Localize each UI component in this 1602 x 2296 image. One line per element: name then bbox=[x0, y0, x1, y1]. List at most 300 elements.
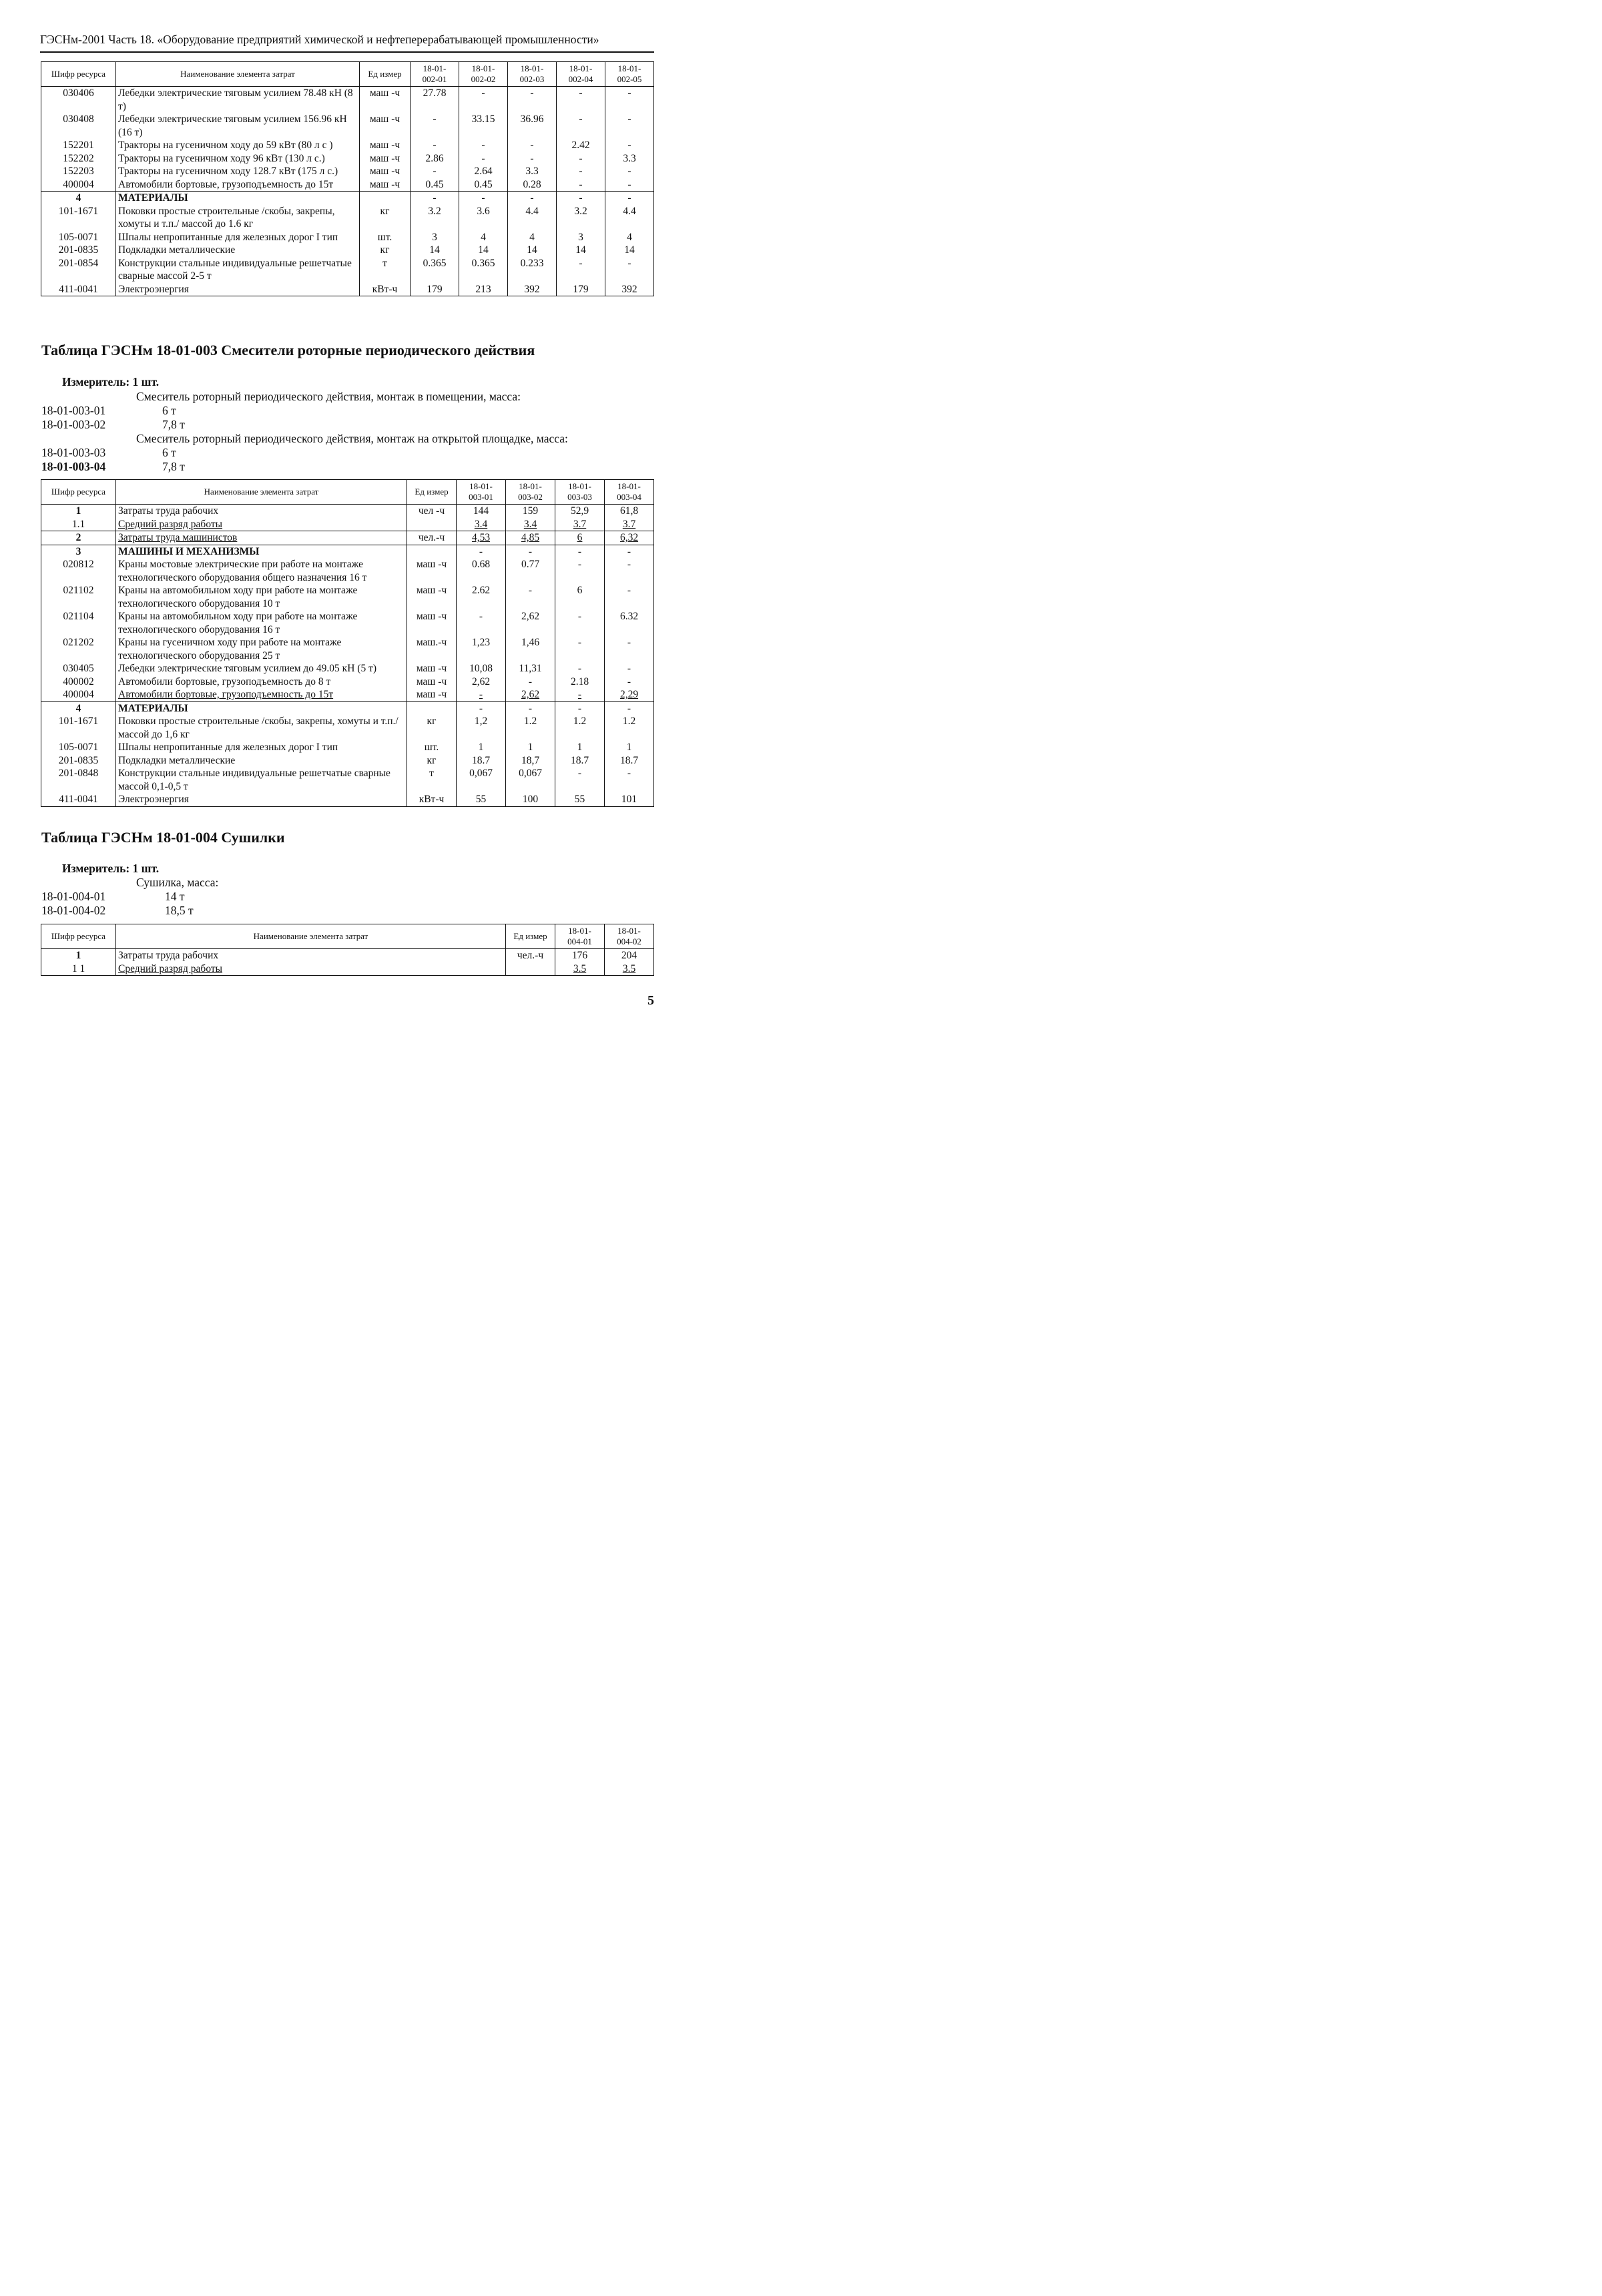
cost-element-name: Краны на гусеничном ходу при работе на монтаже технологического оборудования 25 т bbox=[116, 636, 407, 662]
column-header-variant bbox=[457, 480, 506, 505]
norm-value: 2,29 bbox=[605, 688, 654, 701]
norm-value: 2.86 bbox=[411, 152, 459, 166]
column-header-unit: Ед измер bbox=[407, 480, 457, 505]
norm-value: 176 bbox=[555, 949, 605, 962]
norm-value: - bbox=[555, 636, 605, 662]
resource-code: 1 bbox=[41, 949, 116, 962]
table-18-01-003 bbox=[41, 479, 654, 807]
column-header-variant bbox=[555, 480, 605, 505]
norm-value: 10,08 bbox=[457, 662, 506, 675]
norm-value: 6,32 bbox=[605, 531, 654, 545]
table-row bbox=[41, 165, 654, 178]
resource-code: 1 1 bbox=[41, 962, 116, 976]
norm-value: 100 bbox=[506, 793, 555, 806]
norm-value: 1,23 bbox=[457, 636, 506, 662]
table-row bbox=[41, 257, 654, 283]
table-row bbox=[41, 231, 654, 244]
norm-value: - bbox=[605, 257, 654, 283]
cost-element-name: МАТЕРИАЛЫ bbox=[116, 192, 360, 205]
column-header-line: 18-01- bbox=[519, 481, 542, 491]
item-mass: 7,8 т bbox=[162, 418, 185, 431]
norm-value: 392 bbox=[605, 283, 654, 296]
cost-element-name: Затраты труда машинистов bbox=[116, 531, 407, 545]
resource-code: 2 bbox=[41, 531, 116, 545]
table-row bbox=[41, 675, 654, 689]
norm-value: 3 bbox=[411, 231, 459, 244]
column-header-line: 003-03 bbox=[567, 492, 592, 502]
column-header-line: 003-01 bbox=[469, 492, 493, 502]
table-row bbox=[41, 205, 654, 231]
norm-value: 2.18 bbox=[555, 675, 605, 689]
column-header-code: Шифр ресурса bbox=[41, 924, 116, 949]
table-18-01-004 bbox=[41, 924, 654, 976]
norm-value: 0,067 bbox=[506, 767, 555, 793]
column-header-line: 18-01- bbox=[469, 481, 493, 491]
cost-element-name: Средний разряд работы bbox=[116, 518, 407, 531]
norm-value: 3.3 bbox=[605, 152, 654, 166]
resource-code: 411-0041 bbox=[41, 793, 116, 806]
table-row bbox=[41, 701, 654, 715]
norm-value: 4,53 bbox=[457, 531, 506, 545]
norm-value: - bbox=[508, 87, 557, 113]
norm-value: 1 bbox=[555, 741, 605, 754]
norm-value: 0.233 bbox=[508, 257, 557, 283]
norm-value: 204 bbox=[605, 949, 654, 962]
item-code: 18-01-003-03 bbox=[41, 446, 106, 459]
resource-code: 4 bbox=[41, 701, 116, 715]
norm-value: 1.2 bbox=[605, 715, 654, 741]
norm-value: - bbox=[605, 192, 654, 205]
table-18-01-003-title: Таблица ГЭСНм 18-01-003 Смесители роторные периодического действия bbox=[41, 342, 535, 358]
unit-of-measure: маш -ч bbox=[360, 165, 411, 178]
norm-value: 33.15 bbox=[459, 113, 508, 139]
unit-of-measure: маш -ч bbox=[360, 178, 411, 192]
norm-value: 3.7 bbox=[555, 518, 605, 531]
unit-of-measure: т bbox=[360, 257, 411, 283]
meter-label: Измеритель: 1 шт. bbox=[62, 862, 160, 875]
unit-of-measure: маш -ч bbox=[407, 584, 457, 610]
column-header-variant bbox=[605, 62, 654, 87]
norm-value: - bbox=[557, 113, 605, 139]
table-18-01-002 bbox=[41, 61, 654, 296]
resource-code: 101-1671 bbox=[41, 715, 116, 741]
norm-value: 213 bbox=[459, 283, 508, 296]
item-mass: 6 т bbox=[162, 446, 176, 459]
norm-value: 4.4 bbox=[508, 205, 557, 231]
column-header-unit: Ед измер bbox=[360, 62, 411, 87]
norm-value: 14 bbox=[411, 244, 459, 257]
table-row bbox=[41, 113, 654, 139]
column-header-line: 18-01- bbox=[520, 63, 544, 73]
item-code: 18-01-003-02 bbox=[41, 418, 106, 431]
unit-of-measure bbox=[360, 192, 411, 205]
unit-of-measure: чел -ч bbox=[407, 505, 457, 518]
column-header-line: 18-01- bbox=[569, 63, 593, 73]
norm-value: 0.365 bbox=[411, 257, 459, 283]
column-header-variant bbox=[557, 62, 605, 87]
unit-of-measure: маш -ч bbox=[407, 610, 457, 636]
unit-of-measure bbox=[407, 518, 457, 531]
cost-element-name: Средний разряд работы bbox=[116, 962, 506, 976]
norm-value: - bbox=[605, 767, 654, 793]
item-mass: 14 т bbox=[165, 890, 185, 903]
cost-element-name: Конструкции стальные индивидуальные решетчатые сварные массой 0,1-0,5 т bbox=[116, 767, 407, 793]
norm-value: - bbox=[605, 545, 654, 558]
resource-code: 1.1 bbox=[41, 518, 116, 531]
unit-of-measure: чел.-ч bbox=[407, 531, 457, 545]
norm-value: - bbox=[557, 257, 605, 283]
cost-element-name: Шпалы непропитанные для железных дорог I тип bbox=[116, 231, 360, 244]
norm-value: 4 bbox=[605, 231, 654, 244]
resource-code: 201-0835 bbox=[41, 244, 116, 257]
norm-value: - bbox=[555, 701, 605, 715]
unit-of-measure: маш -ч bbox=[360, 113, 411, 139]
norm-value: - bbox=[605, 558, 654, 584]
norm-value: 3.5 bbox=[555, 962, 605, 976]
item-mass: 7,8 т bbox=[162, 460, 185, 473]
unit-of-measure: маш -ч bbox=[407, 662, 457, 675]
norm-value: - bbox=[457, 610, 506, 636]
page-number: 5 bbox=[647, 993, 654, 1008]
resource-code: 105-0071 bbox=[41, 231, 116, 244]
norm-value: 1 bbox=[506, 741, 555, 754]
unit-of-measure bbox=[407, 701, 457, 715]
unit-of-measure: кВт-ч bbox=[360, 283, 411, 296]
norm-value: 4 bbox=[459, 231, 508, 244]
resource-code: 400004 bbox=[41, 178, 116, 192]
norm-value: 0.68 bbox=[457, 558, 506, 584]
resource-code: 400002 bbox=[41, 675, 116, 689]
cost-element-name: МАШИНЫ И МЕХАНИЗМЫ bbox=[116, 545, 407, 558]
cost-element-name: Лебедки электрические тяговым усилием 156.96 кН (16 т) bbox=[116, 113, 360, 139]
cost-element-name: Электроэнергия bbox=[116, 793, 407, 806]
unit-of-measure: кВт-ч bbox=[407, 793, 457, 806]
norm-value: 159 bbox=[506, 505, 555, 518]
norm-value: 61,8 bbox=[605, 505, 654, 518]
norm-value: 4.4 bbox=[605, 205, 654, 231]
column-header-unit: Ед измер bbox=[506, 924, 555, 949]
description-outdoor: Смеситель роторный периодического действия, монтаж на открытой площадке, масса: bbox=[136, 432, 568, 445]
column-header-variant bbox=[605, 924, 654, 949]
resource-code: 400004 bbox=[41, 688, 116, 701]
column-header-variant bbox=[506, 480, 555, 505]
norm-value: 36.96 bbox=[508, 113, 557, 139]
item-code: 18-01-004-01 bbox=[41, 890, 106, 903]
column-header-code: Шифр ресурса bbox=[41, 62, 116, 87]
norm-value: 18.7 bbox=[555, 754, 605, 768]
column-header-line: 004-02 bbox=[617, 936, 641, 946]
table-row bbox=[41, 531, 654, 545]
column-header-code: Шифр ресурса bbox=[41, 480, 116, 505]
table-row bbox=[41, 283, 654, 296]
norm-value: 2,62 bbox=[506, 610, 555, 636]
norm-value: 0,067 bbox=[457, 767, 506, 793]
table-row bbox=[41, 152, 654, 166]
table-row bbox=[41, 87, 654, 113]
unit-of-measure: кг bbox=[407, 715, 457, 741]
norm-value: 27.78 bbox=[411, 87, 459, 113]
table-row bbox=[41, 139, 654, 152]
unit-of-measure: маш -ч bbox=[407, 675, 457, 689]
resource-code: 152201 bbox=[41, 139, 116, 152]
norm-value: - bbox=[506, 545, 555, 558]
header-rule bbox=[40, 51, 654, 53]
table-row bbox=[41, 793, 654, 806]
unit-of-measure: маш.-ч bbox=[407, 636, 457, 662]
norm-value: - bbox=[605, 87, 654, 113]
cost-element-name: МАТЕРИАЛЫ bbox=[116, 701, 407, 715]
table-row bbox=[41, 636, 654, 662]
unit-of-measure: маш -ч bbox=[360, 87, 411, 113]
norm-value: - bbox=[411, 113, 459, 139]
table-row bbox=[41, 584, 654, 610]
norm-value: 0.77 bbox=[506, 558, 555, 584]
resource-code: 3 bbox=[41, 545, 116, 558]
resource-code: 021202 bbox=[41, 636, 116, 662]
resource-code: 4 bbox=[41, 192, 116, 205]
table-row bbox=[41, 715, 654, 741]
norm-value: - bbox=[459, 87, 508, 113]
norm-value: 3.2 bbox=[411, 205, 459, 231]
norm-value: - bbox=[605, 165, 654, 178]
norm-value: 14 bbox=[605, 244, 654, 257]
norm-value: - bbox=[506, 584, 555, 610]
unit-of-measure: кг bbox=[360, 244, 411, 257]
norm-value: 2,62 bbox=[457, 675, 506, 689]
resource-code: 201-0848 bbox=[41, 767, 116, 793]
norm-value: 55 bbox=[457, 793, 506, 806]
norm-value: 18.7 bbox=[457, 754, 506, 768]
column-header-name: Наименование элемента затрат bbox=[116, 480, 407, 505]
norm-value: - bbox=[605, 113, 654, 139]
table-row bbox=[41, 962, 654, 976]
cost-element-name: Подкладки металлические bbox=[116, 754, 407, 768]
table-row bbox=[41, 545, 654, 558]
unit-of-measure: кг bbox=[360, 205, 411, 231]
norm-value: 3.7 bbox=[605, 518, 654, 531]
table-row bbox=[41, 688, 654, 701]
resource-code: 030408 bbox=[41, 113, 116, 139]
norm-value: 0.28 bbox=[508, 178, 557, 192]
norm-value: 3.4 bbox=[506, 518, 555, 531]
cost-element-name: Затраты труда рабочих bbox=[116, 505, 407, 518]
norm-value: 1.2 bbox=[506, 715, 555, 741]
table-row bbox=[41, 244, 654, 257]
cost-element-name: Краны на автомобильном ходу при работе на монтаже технологического оборудования 16 т bbox=[116, 610, 407, 636]
norm-value: 3.5 bbox=[605, 962, 654, 976]
norm-value: 6 bbox=[555, 531, 605, 545]
norm-value: - bbox=[457, 688, 506, 701]
norm-value: 0.365 bbox=[459, 257, 508, 283]
resource-code: 020812 bbox=[41, 558, 116, 584]
column-header-variant bbox=[555, 924, 605, 949]
column-header-variant bbox=[605, 480, 654, 505]
norm-value: 2.62 bbox=[457, 584, 506, 610]
unit-of-measure: т bbox=[407, 767, 457, 793]
resource-code: 021102 bbox=[41, 584, 116, 610]
norm-value: - bbox=[605, 584, 654, 610]
norm-value: - bbox=[459, 192, 508, 205]
column-header-line: 18-01- bbox=[617, 926, 641, 936]
unit-of-measure: чел.-ч bbox=[506, 949, 555, 962]
cost-element-name: Конструкции стальные индивидуальные решетчатые сварные массой 2-5 т bbox=[116, 257, 360, 283]
norm-value: - bbox=[555, 767, 605, 793]
table-row bbox=[41, 192, 654, 205]
norm-value: - bbox=[555, 688, 605, 701]
norm-value: 3.4 bbox=[457, 518, 506, 531]
column-header-line: 18-01- bbox=[568, 926, 591, 936]
column-header-name: Наименование элемента затрат bbox=[116, 62, 360, 87]
unit-of-measure: маш -ч bbox=[360, 139, 411, 152]
norm-value: - bbox=[508, 192, 557, 205]
norm-value: 11,31 bbox=[506, 662, 555, 675]
unit-of-measure bbox=[407, 545, 457, 558]
resource-code: 201-0854 bbox=[41, 257, 116, 283]
resource-code: 201-0835 bbox=[41, 754, 116, 768]
resource-code: 152203 bbox=[41, 165, 116, 178]
norm-value: - bbox=[457, 545, 506, 558]
norm-value: - bbox=[557, 87, 605, 113]
column-header-variant bbox=[459, 62, 508, 87]
column-header-line: 002-04 bbox=[568, 74, 593, 84]
norm-value: 179 bbox=[557, 283, 605, 296]
cost-element-name: Краны мостовые электрические при работе на монтаже технологического оборудования общего назначения 16 т bbox=[116, 558, 407, 584]
norm-value: 3.2 bbox=[557, 205, 605, 231]
resource-code: 021104 bbox=[41, 610, 116, 636]
item-code: 18-01-003-01 bbox=[41, 404, 106, 417]
norm-value: 6 bbox=[555, 584, 605, 610]
cost-element-name: Подкладки металлические bbox=[116, 244, 360, 257]
norm-value: - bbox=[555, 545, 605, 558]
norm-value: - bbox=[605, 662, 654, 675]
norm-value: 3.3 bbox=[508, 165, 557, 178]
norm-value: 14 bbox=[459, 244, 508, 257]
norm-value: - bbox=[557, 152, 605, 166]
cost-element-name: Автомобили бортовые, грузоподъемность до 15т bbox=[116, 688, 407, 701]
table-row bbox=[41, 767, 654, 793]
norm-value: - bbox=[557, 192, 605, 205]
column-header-variant bbox=[411, 62, 459, 87]
norm-value: 6.32 bbox=[605, 610, 654, 636]
column-header-line: 002-02 bbox=[471, 74, 496, 84]
column-header-line: 002-01 bbox=[422, 74, 447, 84]
norm-value: 0.45 bbox=[411, 178, 459, 192]
cost-element-name: Автомобили бортовые, грузоподъемность до 15т bbox=[116, 178, 360, 192]
column-header-line: 18-01- bbox=[471, 63, 495, 73]
norm-value: 14 bbox=[508, 244, 557, 257]
resource-code: 030405 bbox=[41, 662, 116, 675]
unit-of-measure: маш -ч bbox=[407, 558, 457, 584]
column-header-line: 18-01- bbox=[617, 481, 641, 491]
table-row bbox=[41, 178, 654, 192]
cost-element-name: Тракторы на гусеничном ходу 96 кВт (130 л с.) bbox=[116, 152, 360, 166]
table-row bbox=[41, 741, 654, 754]
description-indoor: Смеситель роторный периодического действия, монтаж в помещении, масса: bbox=[136, 390, 521, 403]
norm-value: 1 bbox=[457, 741, 506, 754]
norm-value: - bbox=[506, 701, 555, 715]
cost-element-name: Автомобили бортовые, грузоподъемность до 8 т bbox=[116, 675, 407, 689]
norm-value: 14 bbox=[557, 244, 605, 257]
norm-value: - bbox=[555, 558, 605, 584]
resource-code: 152202 bbox=[41, 152, 116, 166]
table-row bbox=[41, 558, 654, 584]
norm-value: 52,9 bbox=[555, 505, 605, 518]
norm-value: 0.45 bbox=[459, 178, 508, 192]
norm-value: 144 bbox=[457, 505, 506, 518]
column-header-line: 002-03 bbox=[519, 74, 545, 84]
norm-value: 3 bbox=[557, 231, 605, 244]
resource-code: 411-0041 bbox=[41, 283, 116, 296]
resource-code: 105-0071 bbox=[41, 741, 116, 754]
norm-value: 179 bbox=[411, 283, 459, 296]
norm-value: - bbox=[555, 662, 605, 675]
column-header-line: 002-05 bbox=[617, 74, 642, 84]
norm-value: - bbox=[605, 701, 654, 715]
unit-of-measure bbox=[506, 962, 555, 976]
norm-value: 18.7 bbox=[605, 754, 654, 768]
norm-value: 1.2 bbox=[555, 715, 605, 741]
norm-value: 2.42 bbox=[557, 139, 605, 152]
norm-value: - bbox=[411, 192, 459, 205]
column-header-line: 18-01- bbox=[423, 63, 447, 73]
resource-code: 101-1671 bbox=[41, 205, 116, 231]
unit-of-measure: кг bbox=[407, 754, 457, 768]
norm-value: 4,85 bbox=[506, 531, 555, 545]
cost-element-name: Электроэнергия bbox=[116, 283, 360, 296]
norm-value: 1,46 bbox=[506, 636, 555, 662]
column-header-name: Наименование элемента затрат bbox=[116, 924, 506, 949]
resource-code: 030406 bbox=[41, 87, 116, 113]
norm-value: 1 bbox=[605, 741, 654, 754]
table-row bbox=[41, 518, 654, 531]
norm-value: - bbox=[506, 675, 555, 689]
unit-of-measure: шт. bbox=[360, 231, 411, 244]
norm-value: - bbox=[557, 165, 605, 178]
table-18-01-004-title: Таблица ГЭСНм 18-01-004 Сушилки bbox=[41, 829, 285, 846]
norm-value: - bbox=[508, 139, 557, 152]
table-row bbox=[41, 754, 654, 768]
cost-element-name: Лебедки электрические тяговым усилием 78.48 кН (8 т) bbox=[116, 87, 360, 113]
cost-element-name: Лебедки электрические тяговым усилием до 49.05 кН (5 т) bbox=[116, 662, 407, 675]
column-header-line: 003-02 bbox=[518, 492, 543, 502]
norm-value: 18,7 bbox=[506, 754, 555, 768]
norm-value: - bbox=[605, 636, 654, 662]
table-row bbox=[41, 505, 654, 518]
column-header-line: 18-01- bbox=[617, 63, 641, 73]
norm-value: - bbox=[605, 675, 654, 689]
meter-label: Измеритель: 1 шт. bbox=[62, 375, 160, 388]
norm-value: 3.6 bbox=[459, 205, 508, 231]
item-code: 18-01-003-04 bbox=[41, 460, 106, 473]
column-header-variant bbox=[508, 62, 557, 87]
norm-value: - bbox=[411, 139, 459, 152]
norm-value: - bbox=[457, 701, 506, 715]
norm-value: 392 bbox=[508, 283, 557, 296]
norm-value: 101 bbox=[605, 793, 654, 806]
table-row bbox=[41, 949, 654, 962]
item-mass: 6 т bbox=[162, 404, 176, 417]
unit-of-measure: маш -ч bbox=[360, 152, 411, 166]
norm-value: - bbox=[459, 152, 508, 166]
norm-value: 4 bbox=[508, 231, 557, 244]
column-header-line: 003-04 bbox=[617, 492, 641, 502]
norm-value: 55 bbox=[555, 793, 605, 806]
norm-value: - bbox=[605, 178, 654, 192]
table-row bbox=[41, 610, 654, 636]
resource-code: 1 bbox=[41, 505, 116, 518]
cost-element-name: Затраты труда рабочих bbox=[116, 949, 506, 962]
unit-of-measure: маш -ч bbox=[407, 688, 457, 701]
